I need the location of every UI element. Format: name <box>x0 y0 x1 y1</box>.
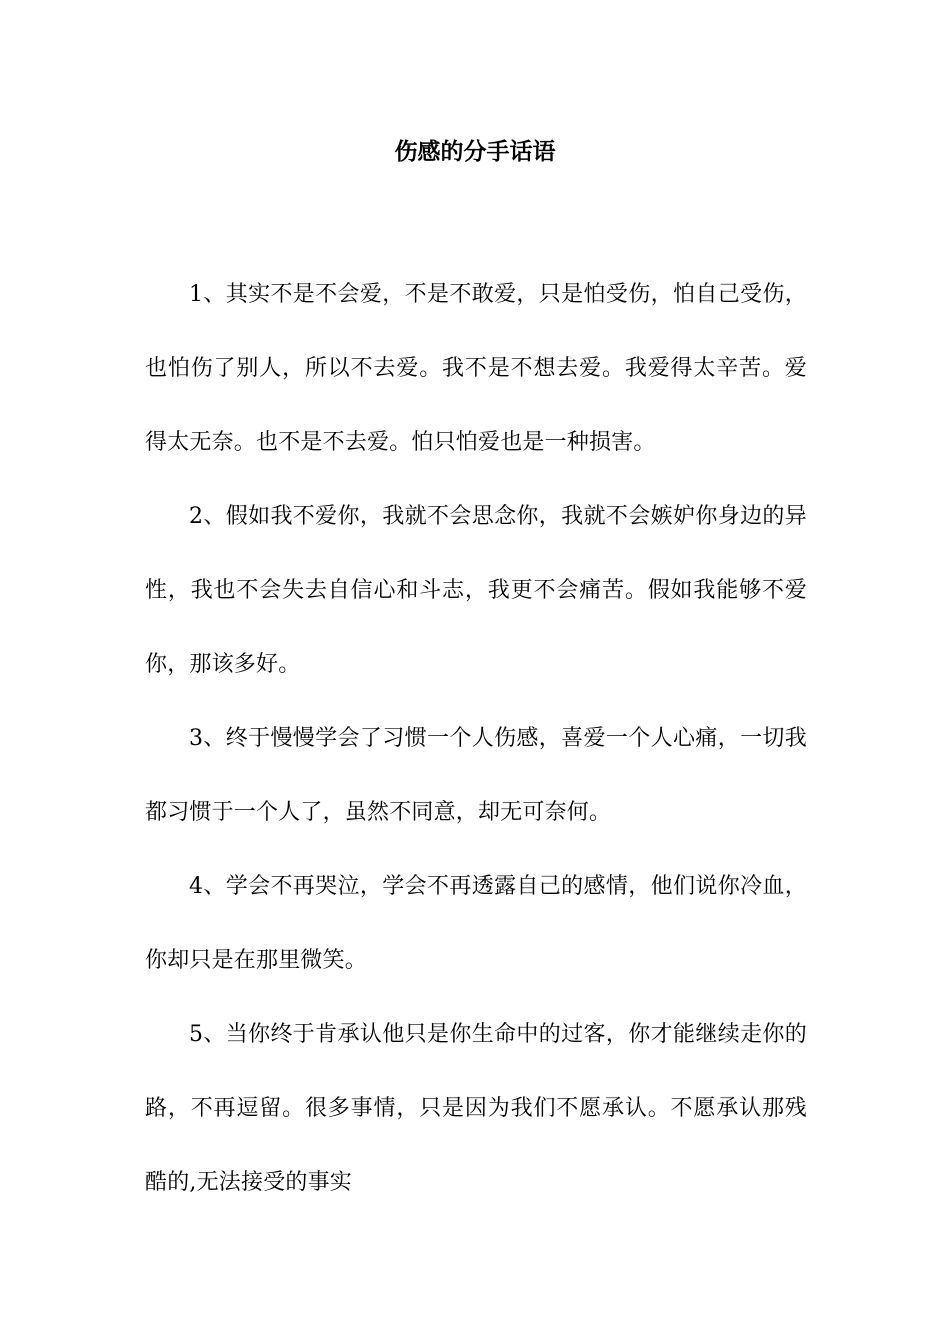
paragraph-4: 4、学会不再哭泣，学会不再透露自己的感情，他们说你冷血，你却只是在那里微笑。 <box>145 874 807 973</box>
document-body <box>145 258 807 1220</box>
paragraph-2: 2、假如我不爱你，我就不会思念你，我就不会嫉妒你身边的异性，我也不会失去自信心和斗志，我更不会痛苦。假如我能够不爱你，那该多好。 <box>145 504 807 677</box>
paragraph-3: 3、终于慢慢学会了习惯一个人伤感，喜爱一个人心痛，一切我都习惯于一个人了，虽然不同意，却无可奈何。 <box>145 726 807 825</box>
paragraph-1: 1、其实不是不会爱，不是不敢爱，只是怕受伤，怕自己受伤，也怕伤了别人，所以不去爱。我不是不想去爱。我爱得太辛苦。爱得太无奈。也不是不去爱。怕只怕爱也是一种损害。 <box>145 282 807 455</box>
paragraph-5: 5、当你终于肯承认他只是你生命中的过客，你才能继续走你的路，不再逗留。很多事情，只是因为我们不愿承认。不愿承认那残酷的,无法接受的事实 <box>145 1022 807 1195</box>
document-title: 伤感的分手话语 <box>394 139 556 165</box>
